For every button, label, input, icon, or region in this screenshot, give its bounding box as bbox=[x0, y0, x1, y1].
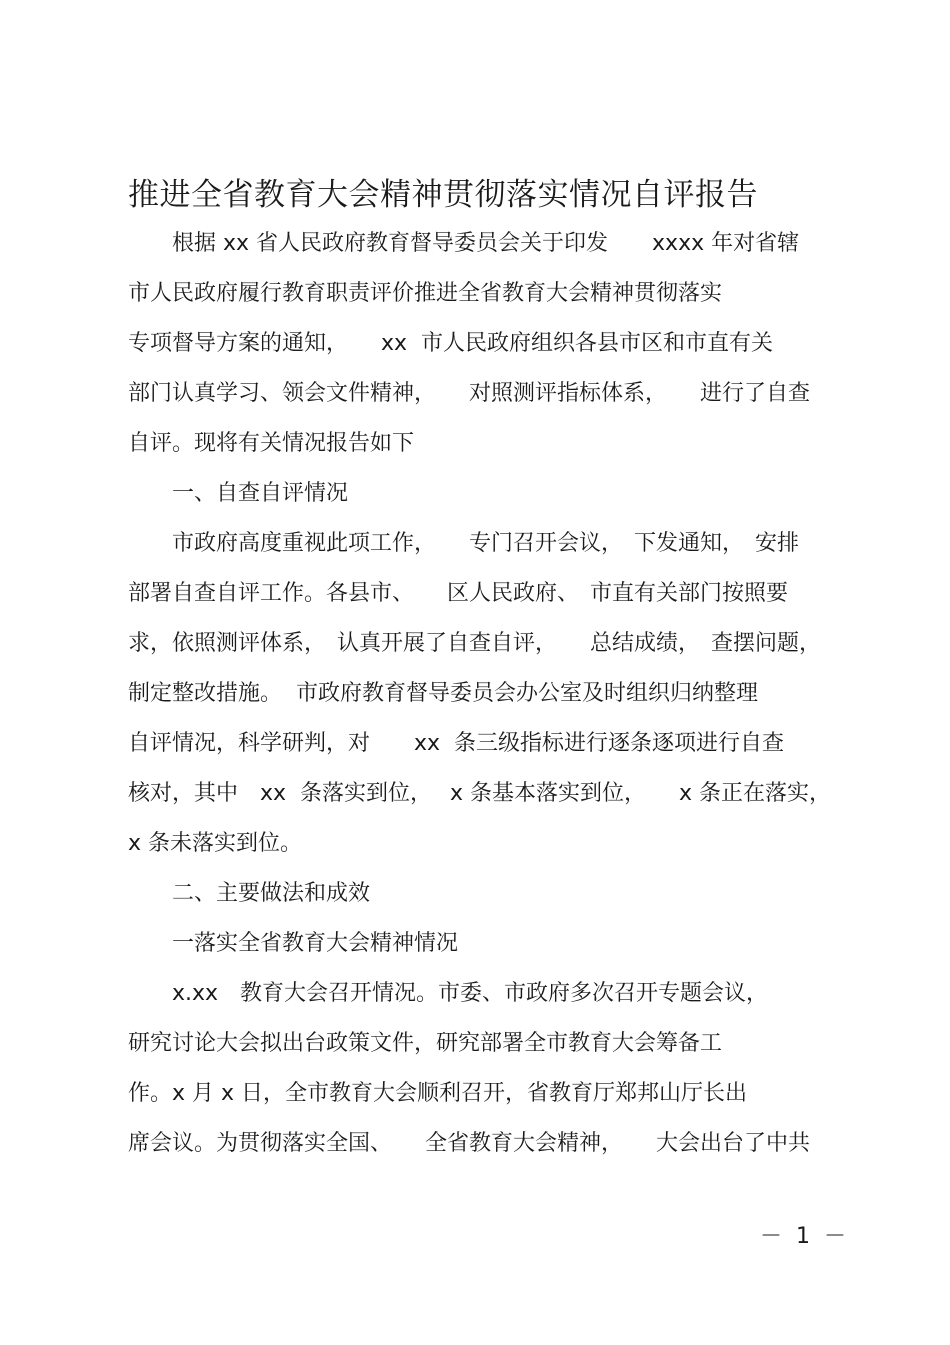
paragraph-line: x 条未落实到位。 bbox=[128, 831, 303, 856]
paragraph-line: x.xx 教育大会召开情况。市委、市政府多次召开专题会议， bbox=[128, 981, 769, 1006]
paragraph-line: 市人民政府履行教育职责评价推进全省教育大会精神贯彻落实 bbox=[128, 281, 723, 306]
paragraph-line: 席会议。为贯彻落实全国、 全省教育大会精神， 大会出台了中共 bbox=[128, 1131, 811, 1156]
section-heading: 二、主要做法和成效 bbox=[128, 881, 371, 906]
page-number: － 1 － bbox=[760, 1224, 846, 1249]
paragraph-line: 部门认真学习、领会文件精神， 对照测评指标体系， 进行了自查 bbox=[128, 381, 811, 406]
document-title: 推进全省教育大会精神贯彻落实情况自评报告 bbox=[128, 177, 758, 213]
paragraph-line: 求，依照测评体系， 认真开展了自查自评， 总结成绩， 查摆问题， bbox=[128, 631, 822, 656]
paragraph-line: 核对，其中 xx 条落实到位， x 条基本落实到位， x 条正在落实， bbox=[128, 781, 832, 806]
paragraph-line: 市政府高度重视此项工作， 专门召开会议， 下发通知， 安排 bbox=[128, 531, 800, 556]
paragraph-line: 根据 xx 省人民政府教育督导委员会关于印发 xxxx 年对省辖 bbox=[128, 231, 800, 256]
section-heading: 一、自查自评情况 bbox=[128, 481, 349, 506]
paragraph-line: 作。x 月 x 日，全市教育大会顺利召开，省教育厅郑邦山厅长出 bbox=[128, 1081, 748, 1106]
paragraph-line: 专项督导方案的通知， xx 市人民政府组织各县市区和市直有关 bbox=[128, 331, 774, 356]
paragraph-line: 制定整改措施。 市政府教育督导委员会办公室及时组织归纳整理 bbox=[128, 681, 758, 706]
paragraph-line: 自评。现将有关情况报告如下 bbox=[128, 431, 415, 456]
subsection-heading: 一落实全省教育大会精神情况 bbox=[128, 931, 459, 956]
paragraph-line: 自评情况，科学研判，对 xx 条三级指标进行逐条逐项进行自查 bbox=[128, 731, 785, 756]
paragraph-line: 部署自查自评工作。各县市、 区人民政府、 市直有关部门按照要 bbox=[128, 581, 789, 606]
paragraph-line: 研究讨论大会拟出台政策文件，研究部署全市教育大会筹备工 bbox=[128, 1031, 723, 1056]
